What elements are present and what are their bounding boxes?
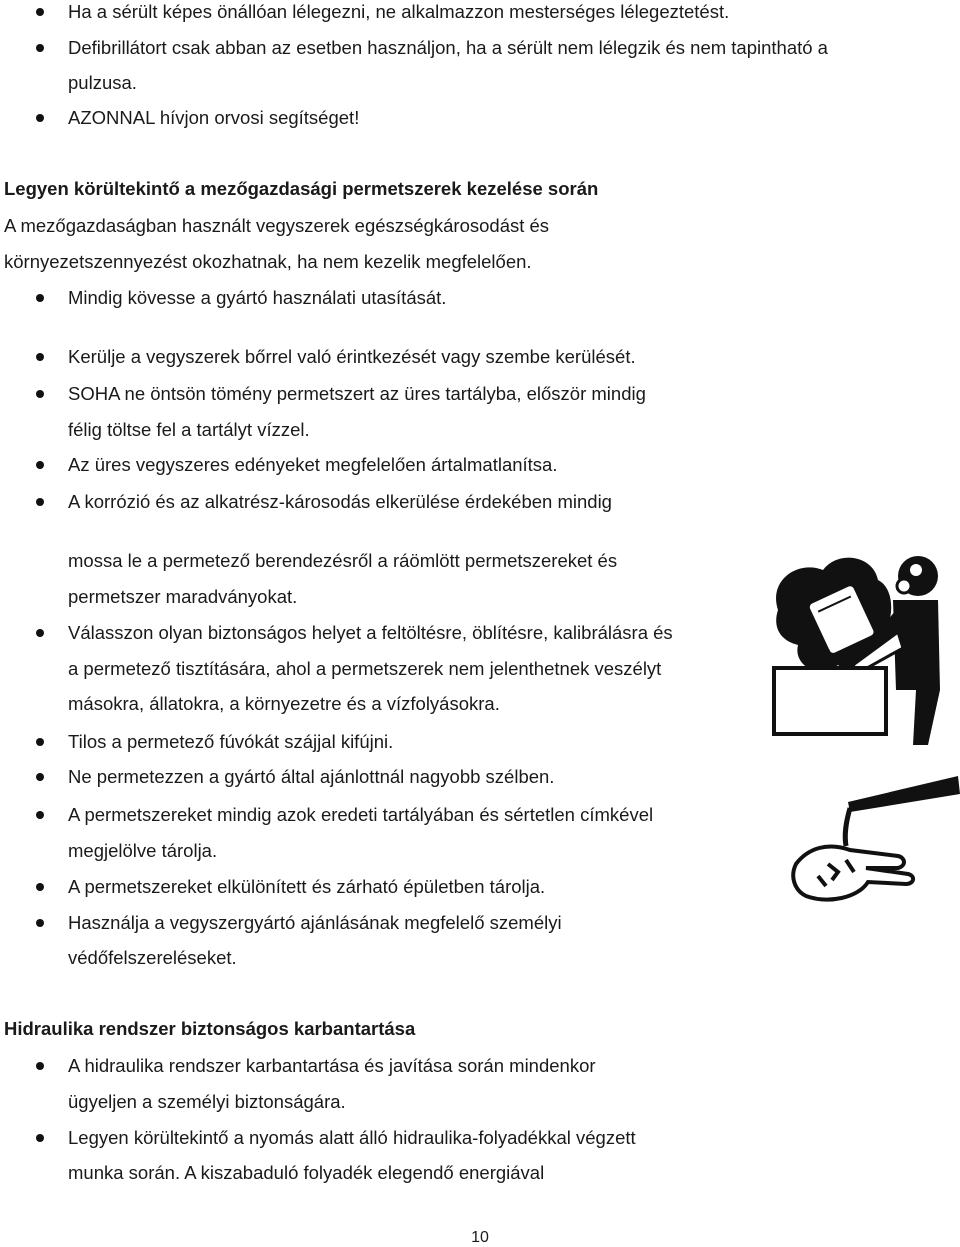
pesticide-item-continuation: permetszer maradványokat. [68,586,298,607]
bullet [36,353,44,361]
pesticide-item-continuation: másokra, állatokra, a környezetre és a vízfolyásokra. [68,693,500,714]
bullet [36,114,44,122]
pesticide-item-continuation: mossa le a permetező berendezésről a ráömlött permetszereket és [68,550,618,571]
pesticide-item: SOHA ne öntsön tömény permetszert az üres tartályba, először mindig [68,383,646,404]
pesticide-item: A permetszereket elkülönített és zárható épületben tárolja. [68,876,546,897]
first-aid-item: Ha a sérült képes önállóan lélegezni, ne alkalmazzon mesterséges lélegeztetést. [68,1,730,22]
pesticide-item-continuation: védőfelszereléseket. [68,947,237,968]
bullet [36,1134,44,1142]
bullet [36,811,44,819]
person-with-gas-mask-pouring-chemical-icon [768,540,960,745]
bullet [36,919,44,927]
pesticide-item: Kerülje a vegyszerek bőrrel való érintkezését vagy szembe kerülését. [68,346,636,367]
bullet [36,773,44,781]
section-heading-pesticides: Legyen körültekintő a mezőgazdasági permetszerek kezelése során [4,178,599,199]
section-heading-hydraulics: Hidraulika rendszer biztonságos karbantartása [4,1018,416,1039]
bullet [36,629,44,637]
bullet [36,8,44,16]
pesticide-item-continuation: a permetező tisztítására, ahol a permetszerek nem jelenthetnek veszélyt [68,658,662,679]
hydraulics-item-continuation: ügyeljen a személyi biztonságára. [68,1091,346,1112]
pesticide-item: A permetszereket mindig azok eredeti tartályában és sértetlen címkével [68,804,654,825]
bullet [36,294,44,302]
pesticide-item: Az üres vegyszeres edényeket megfelelően ártalmatlanítsa. [68,454,558,475]
pesticide-item-continuation: félig töltse fel a tartályt vízzel. [68,419,310,440]
pesticide-item: Mindig kövesse a gyártó használati utasítását. [68,287,447,308]
bullet [36,44,44,52]
hydraulics-item: Legyen körültekintő a nyomás alatt álló hidraulika-folyadékkal végzett [68,1127,636,1148]
pesticide-item: A korrózió és az alkatrész-károsodás elkerülése érdekében mindig [68,491,612,512]
bullet [36,1062,44,1070]
first-aid-item-continuation: pulzusa. [68,72,137,93]
first-aid-item: AZONNAL hívjon orvosi segítséget! [68,107,360,128]
intro-text: környezetszennyezést okozhatnak, ha nem kezelik megfelelően. [4,251,532,272]
pesticide-item-continuation: megjelölve tárolja. [68,840,218,861]
chemical-dripping-on-hand-icon [788,772,960,904]
bullet [36,390,44,398]
pesticide-item: Használja a vegyszergyártó ajánlásának megfelelő személyi [68,912,562,933]
pesticide-item: Válasszon olyan biztonságos helyet a feltöltésre, öblítésre, kalibrálásra és [68,622,673,643]
hydraulics-item: A hidraulika rendszer karbantartása és javítása során mindenkor [68,1055,596,1076]
bullet [36,738,44,746]
page-number: 10 [471,1229,489,1246]
hydraulics-item-continuation: munka során. A kiszabaduló folyadék elegendő energiával [68,1162,545,1183]
pesticide-item: Tilos a permetező fúvókát szájjal kifújni. [68,731,394,752]
bullet [36,461,44,469]
pesticide-item: Ne permetezzen a gyártó által ajánlottnál nagyobb szélben. [68,766,555,787]
intro-text: A mezőgazdaságban használt vegyszerek egészségkárosodást és [4,215,550,236]
bullet [36,883,44,891]
first-aid-item: Defibrillátort csak abban az esetben használjon, ha a sérült nem lélegzik és nem tapintható a [68,37,828,58]
bullet [36,498,44,506]
